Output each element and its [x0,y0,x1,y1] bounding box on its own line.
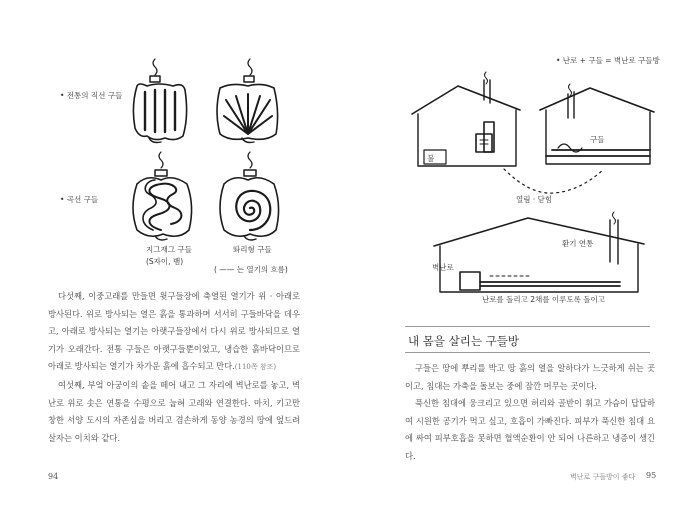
page-number-right: 95 [646,471,657,480]
right-page [350,0,700,515]
spiral-gudeul-diagram [212,150,287,245]
radial-gudeul-diagram [208,56,288,146]
label-curved-gudeul: • 곡선 구들 [60,195,99,204]
running-title: 벽난로 구들방이 좋다 [570,473,636,481]
caption-spiral-gudeul: 똬리형 구들 [233,245,272,254]
label-fire: 불 [427,154,435,163]
label-stove: 벽난로 [432,263,454,272]
house-with-gudeul-diagram [538,70,658,170]
right-body-text [405,360,655,466]
label-chimney: 환기 연통 [562,239,594,248]
paragraph-sixth: 여섯째, 부엌 아궁이의 솥을 떼어 내고 그 자리에 벽난로를 놓고, 벽난로 위로 솟은 연통을 수평으로 눕혀 고래와 연결한다. 마치, 키고만 창한 서양 도시의 자존심을 버리고 겸손하게 동양 농경의 땅에 엎드려 살자는 이치와 같다. [48,379,300,443]
caption-zigzag-gudeul: 지그재그 구들 [146,245,192,254]
connector-dotted-curve [500,165,610,205]
left-body-text [48,288,300,447]
paragraph-gudeul-bed: 구들은 땅에 뿌리를 박고 땅 흙의 열을 알하다가 느긋하게 쉬는 곳이고, 침대는 가축을 돌보는 중에 잠깐 머무는 곳이다. [405,363,655,391]
label-gudeul: 구들 [590,135,605,144]
section-rule-bottom [405,352,650,353]
straight-gudeul-diagram [125,56,195,146]
section-title: 내 몸을 살리는 구들방 [408,334,519,348]
heat-flow-legend: ( —— 는 열기의 흐름) [214,265,288,274]
label-straight-gudeul: • 전통의 직선 구들 [60,91,123,100]
paragraph-soft-bed: 푹신한 침대에 웅크리고 있으면 허리와 골반이 휘고 가슴이 답답하여 시원한 공기가 먹고 싶고, 호흡이 가빠진다. 피부가 푹신한 침대 요에 싸여 피부호흡을 못하면 혈액순환이 안 되어 나른하고 냉증이 생긴다. [405,398,655,461]
page-reference: (110쪽 참조) [234,363,277,372]
paragraph-fifth: 다섯째, 이중고래를 만들면 윗구들장에 축열된 열기가 위 · 아래로 방사된다. 위로 방사되는 열은 흙을 통과하며 서서히 구들바닥을 데우고, 아래로 방사되는 열기는 아랫구들장에서 다시 위로 방사되므로 열기가 오래간다. 전통 구들은 아랫구들뿐이었고, 냉습한 흙바닥이므로 아래로 방사되는 열기가 차가운 흙에 흡수되고 만다.(110쪽 참조) [48,291,300,372]
caption-zigzag-sub: (S자이, 뱀) [146,257,184,266]
section-rule-top [405,326,650,327]
label-stove-gudeul-room: • 난로 + 구들 = 벽난로 구들방 [556,56,660,65]
combined-stove-gudeul-house-diagram [430,210,650,300]
page-number-left: 94 [48,472,59,481]
label-bottom: 난로를 돌리고 2채를 이루도록 돌이고 [482,295,605,304]
label-open-close: 열림 · 닫힘 [516,195,553,204]
zigzag-gudeul-diagram [125,150,200,245]
